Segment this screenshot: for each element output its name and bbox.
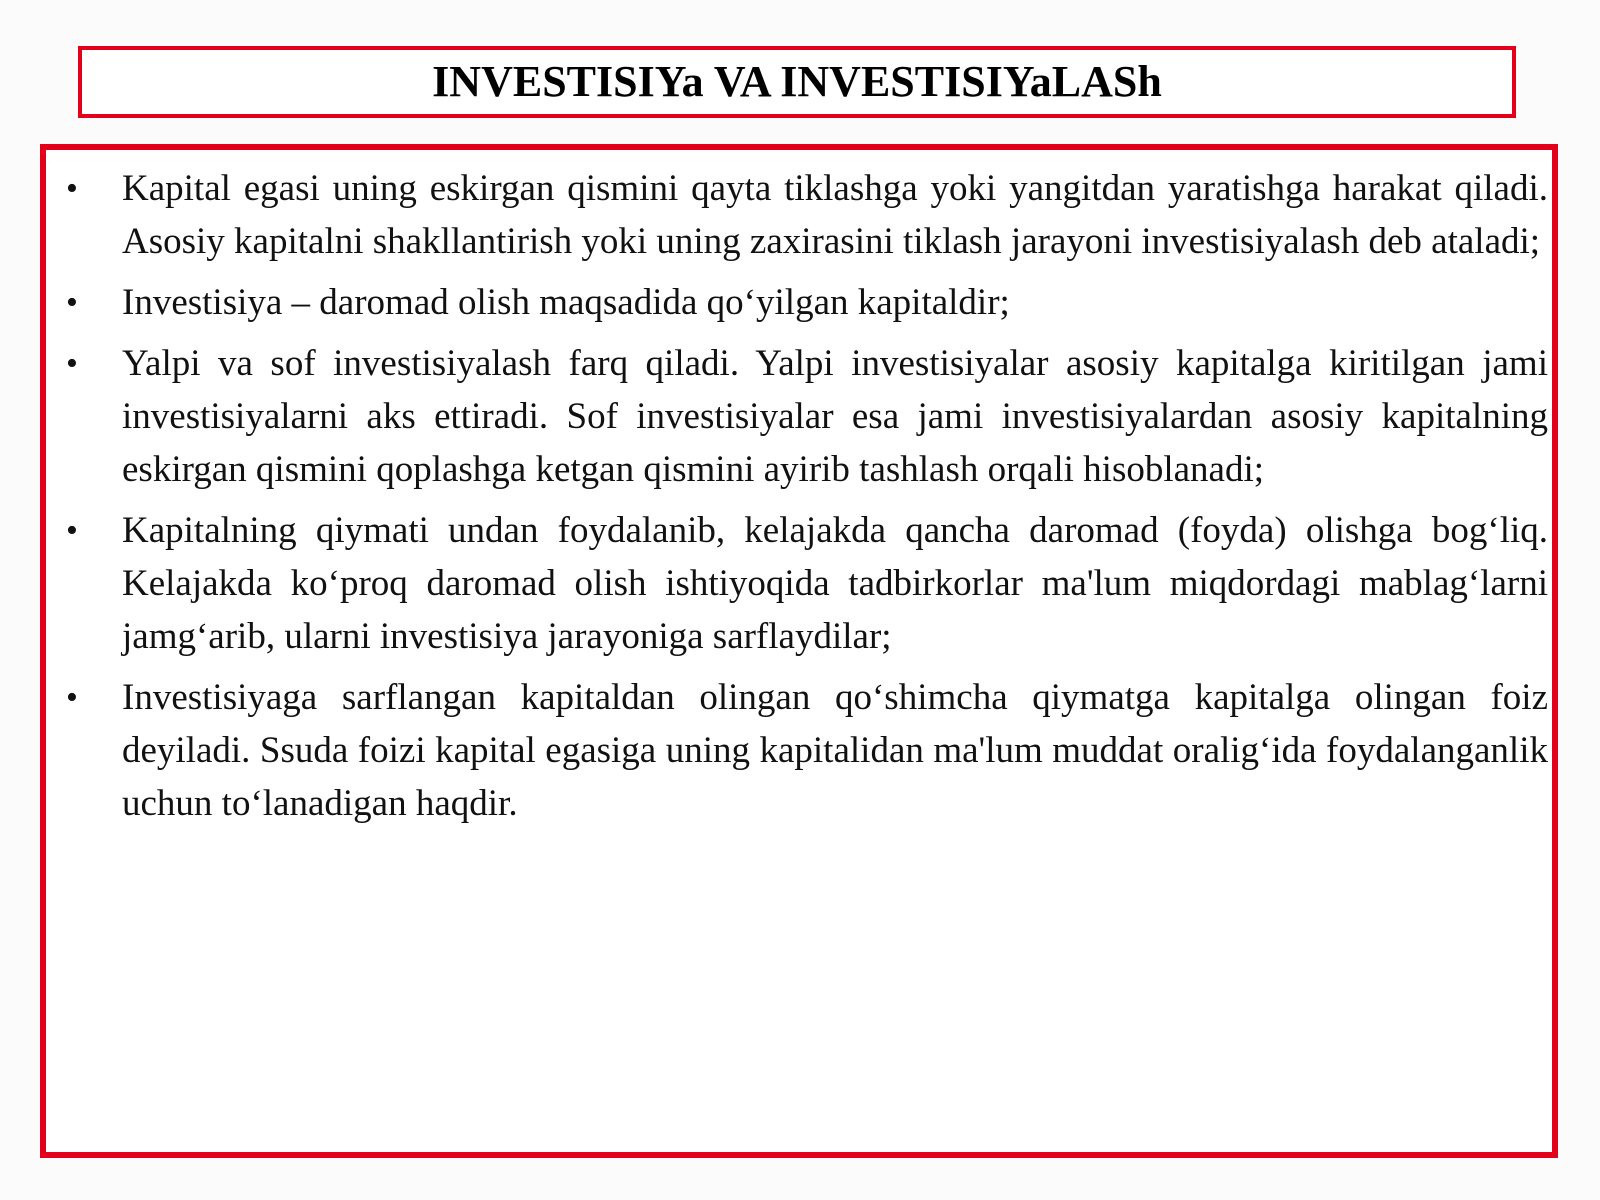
bullet-text: Investisiya – daromad olish maqsadida qo‘yilgan kapitaldir; xyxy=(122,282,1010,323)
bullet-list xyxy=(58,162,1548,838)
bullet-item xyxy=(58,162,1548,268)
bullet-icon: • xyxy=(66,170,78,207)
bullet-icon: • xyxy=(66,345,78,382)
bullet-text: Kapitalning qiymati undan foydalanib, kelajakda qancha daromad (foyda) olishga bog‘liq. Kelajakda ko‘proq daromad olish ishtiyoqida tadbirkorlar ma'lum miqdordagi mablag‘larni jamg‘arib, ularni investisiya jarayoniga sarflaydilar; xyxy=(122,510,1548,657)
bullet-icon: • xyxy=(66,284,78,321)
title-frame xyxy=(78,46,1516,118)
slide-title: INVESTISIYa VA INVESTISIYaLASh xyxy=(432,57,1162,106)
bullet-text: Kapital egasi uning eskirgan qismini qayta tiklashga yoki yangitdan yaratishga harakat qiladi. Asosiy kapitalni shakllantirish yoki uning zaxirasini tiklash jarayoni investisiyalash deb ataladi; xyxy=(122,168,1548,262)
bullet-icon: • xyxy=(66,512,78,549)
bullet-item xyxy=(58,671,1548,830)
bullet-item xyxy=(58,504,1548,663)
bullet-text: Investisiyaga sarflangan kapitaldan olingan qo‘shimcha qiymatga kapitalga olingan foiz deyiladi. Ssuda foizi kapital egasiga uning kapitalidan ma'lum muddat oralig‘ida foydalanganlik uchun to‘lanadigan haqdir. xyxy=(122,677,1548,824)
bullet-item xyxy=(58,276,1548,329)
bullet-icon: • xyxy=(66,679,78,716)
bullet-item xyxy=(58,337,1548,496)
bullet-text: Yalpi va sof investisiyalash farq qiladi. Yalpi investisiyalar asosiy kapitalga kiritilgan jami investisiyalarni aks ettiradi. Sof investisiyalar esa jami investisiyalardan asosiy kapitalning eskirgan qismini qoplashga ketgan qismini ayirib tashlash orqali hisoblanadi; xyxy=(122,343,1548,490)
content-frame xyxy=(40,144,1558,1158)
